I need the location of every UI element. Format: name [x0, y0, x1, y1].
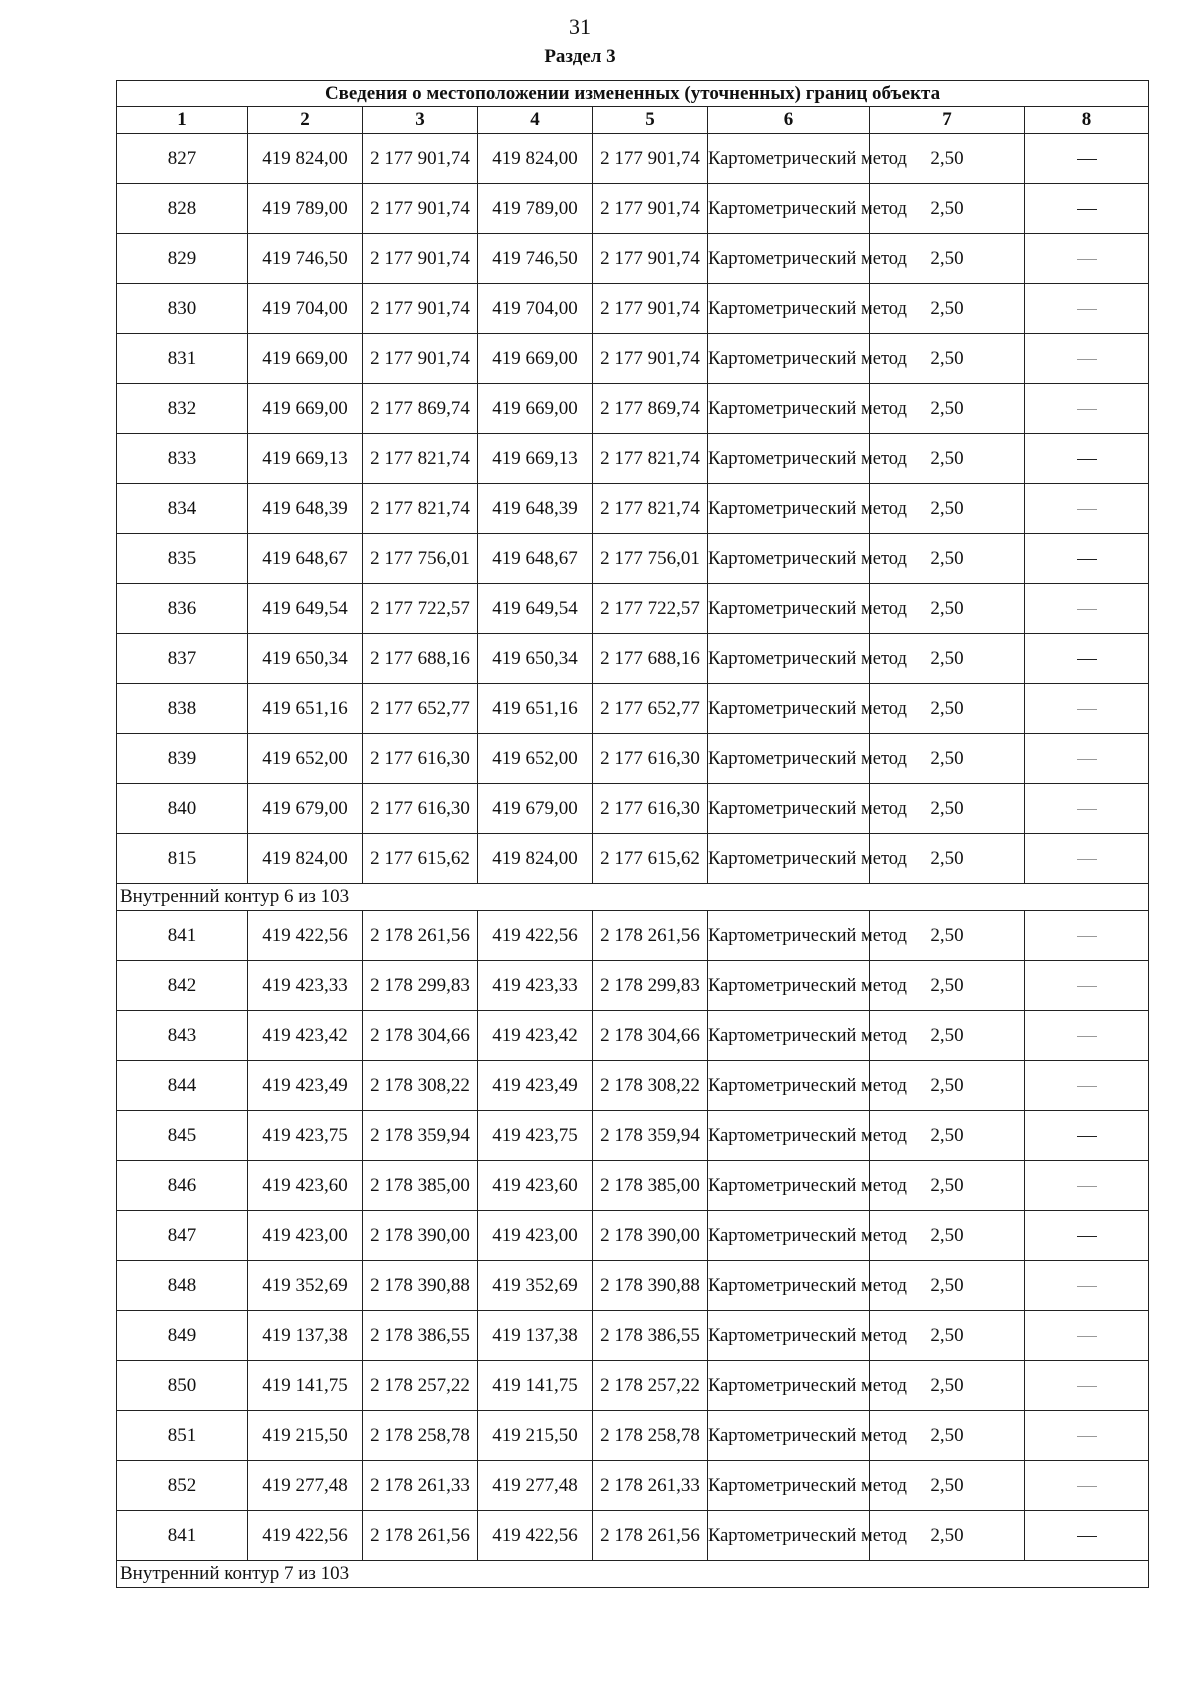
point-number-cell: 831: [117, 334, 248, 384]
new-x-coordinate-cell: 419 704,00: [478, 284, 593, 334]
point-number-cell: 852: [117, 1461, 248, 1511]
contour-row: [117, 884, 1149, 911]
x-coordinate-cell: 419 789,00: [248, 184, 363, 234]
accuracy-cell: 2,50: [870, 1511, 1025, 1561]
method-cell: Картометрический метод: [708, 961, 870, 1011]
column-number: 7: [870, 107, 1025, 134]
method-cell: Картометрический метод: [708, 784, 870, 834]
y-coordinate-cell: 2 178 359,94: [363, 1111, 478, 1161]
y-coordinate-cell: 2 178 308,22: [363, 1061, 478, 1111]
dash-mark: [1077, 609, 1097, 610]
point-number-cell: 836: [117, 584, 248, 634]
new-y-coordinate-cell: 2 178 390,88: [593, 1261, 708, 1311]
table-body: [117, 134, 1149, 1588]
x-coordinate-cell: 419 423,60: [248, 1161, 363, 1211]
table-row: [117, 1211, 1149, 1261]
new-x-coordinate-cell: 419 648,39: [478, 484, 593, 534]
description-cell: [1025, 684, 1149, 734]
new-y-coordinate-cell: 2 177 688,16: [593, 634, 708, 684]
description-cell: [1025, 834, 1149, 884]
table-row: [117, 534, 1149, 584]
description-cell: [1025, 534, 1149, 584]
table-row: [117, 1111, 1149, 1161]
table-row: [117, 1261, 1149, 1311]
method-cell: Картометрический метод: [708, 684, 870, 734]
y-coordinate-cell: 2 177 756,01: [363, 534, 478, 584]
method-cell: Картометрический метод: [708, 834, 870, 884]
x-coordinate-cell: 419 137,38: [248, 1311, 363, 1361]
description-cell: [1025, 1461, 1149, 1511]
accuracy-cell: 2,50: [870, 584, 1025, 634]
description-cell: [1025, 184, 1149, 234]
new-y-coordinate-cell: 2 177 901,74: [593, 284, 708, 334]
dash-mark: [1077, 659, 1097, 660]
dash-mark: [1077, 509, 1097, 510]
x-coordinate-cell: 419 824,00: [248, 134, 363, 184]
x-coordinate-cell: 419 423,33: [248, 961, 363, 1011]
dash-mark: [1077, 1086, 1097, 1087]
y-coordinate-cell: 2 177 869,74: [363, 384, 478, 434]
dash-mark: [1077, 1236, 1097, 1237]
description-cell: [1025, 284, 1149, 334]
accuracy-cell: 2,50: [870, 911, 1025, 961]
method-cell: Картометрический метод: [708, 1261, 870, 1311]
table-row: [117, 134, 1149, 184]
y-coordinate-cell: 2 177 901,74: [363, 284, 478, 334]
dash-mark: [1077, 1436, 1097, 1437]
dash-mark: [1077, 459, 1097, 460]
new-x-coordinate-cell: 419 423,75: [478, 1111, 593, 1161]
new-y-coordinate-cell: 2 177 652,77: [593, 684, 708, 734]
new-y-coordinate-cell: 2 178 385,00: [593, 1161, 708, 1211]
point-number-cell: 843: [117, 1011, 248, 1061]
dash-mark: [1077, 936, 1097, 937]
point-number-cell: 837: [117, 634, 248, 684]
description-cell: [1025, 784, 1149, 834]
point-number-cell: 841: [117, 911, 248, 961]
table-row: [117, 634, 1149, 684]
dash-mark: [1077, 1186, 1097, 1187]
dash-mark: [1077, 1536, 1097, 1537]
accuracy-cell: 2,50: [870, 684, 1025, 734]
table-row: [117, 1461, 1149, 1511]
y-coordinate-cell: 2 177 652,77: [363, 684, 478, 734]
new-y-coordinate-cell: 2 178 359,94: [593, 1111, 708, 1161]
point-number-cell: 840: [117, 784, 248, 834]
dash-mark: [1077, 709, 1097, 710]
y-coordinate-cell: 2 178 386,55: [363, 1311, 478, 1361]
new-y-coordinate-cell: 2 178 261,56: [593, 911, 708, 961]
x-coordinate-cell: 419 704,00: [248, 284, 363, 334]
new-y-coordinate-cell: 2 178 386,55: [593, 1311, 708, 1361]
description-cell: [1025, 911, 1149, 961]
method-cell: Картометрический метод: [708, 1361, 870, 1411]
description-cell: [1025, 584, 1149, 634]
x-coordinate-cell: 419 423,49: [248, 1061, 363, 1111]
column-number: 1: [117, 107, 248, 134]
table-row: [117, 684, 1149, 734]
dash-mark: [1077, 759, 1097, 760]
x-coordinate-cell: 419 652,00: [248, 734, 363, 784]
point-number-cell: 842: [117, 961, 248, 1011]
accuracy-cell: 2,50: [870, 1461, 1025, 1511]
x-coordinate-cell: 419 352,69: [248, 1261, 363, 1311]
x-coordinate-cell: 419 423,75: [248, 1111, 363, 1161]
method-cell: Картометрический метод: [708, 234, 870, 284]
x-coordinate-cell: 419 423,00: [248, 1211, 363, 1261]
point-number-cell: 839: [117, 734, 248, 784]
x-coordinate-cell: 419 746,50: [248, 234, 363, 284]
method-cell: Картометрический метод: [708, 1061, 870, 1111]
accuracy-cell: 2,50: [870, 434, 1025, 484]
new-y-coordinate-cell: 2 177 616,30: [593, 734, 708, 784]
point-number-cell: 829: [117, 234, 248, 284]
point-number-cell: 845: [117, 1111, 248, 1161]
new-y-coordinate-cell: 2 177 901,74: [593, 184, 708, 234]
description-cell: [1025, 1061, 1149, 1111]
new-y-coordinate-cell: 2 178 390,00: [593, 1211, 708, 1261]
y-coordinate-cell: 2 177 616,30: [363, 734, 478, 784]
accuracy-cell: 2,50: [870, 1211, 1025, 1261]
y-coordinate-cell: 2 178 261,56: [363, 911, 478, 961]
method-cell: Картометрический метод: [708, 734, 870, 784]
description-cell: [1025, 1511, 1149, 1561]
column-number: 3: [363, 107, 478, 134]
method-cell: Картометрический метод: [708, 384, 870, 434]
x-coordinate-cell: 419 423,42: [248, 1011, 363, 1061]
table-row: [117, 234, 1149, 284]
y-coordinate-cell: 2 178 257,22: [363, 1361, 478, 1411]
point-number-cell: 832: [117, 384, 248, 434]
new-y-coordinate-cell: 2 177 901,74: [593, 234, 708, 284]
new-x-coordinate-cell: 419 652,00: [478, 734, 593, 784]
table-row: [117, 911, 1149, 961]
accuracy-cell: 2,50: [870, 1261, 1025, 1311]
accuracy-cell: 2,50: [870, 534, 1025, 584]
column-number: 4: [478, 107, 593, 134]
new-x-coordinate-cell: 419 746,50: [478, 234, 593, 284]
method-cell: Картометрический метод: [708, 434, 870, 484]
point-number-cell: 835: [117, 534, 248, 584]
new-x-coordinate-cell: 419 422,56: [478, 911, 593, 961]
method-cell: Картометрический метод: [708, 1211, 870, 1261]
new-y-coordinate-cell: 2 177 821,74: [593, 484, 708, 534]
x-coordinate-cell: 419 669,13: [248, 434, 363, 484]
dash-mark: [1077, 1386, 1097, 1387]
y-coordinate-cell: 2 178 299,83: [363, 961, 478, 1011]
y-coordinate-cell: 2 178 304,66: [363, 1011, 478, 1061]
point-number-cell: 828: [117, 184, 248, 234]
new-x-coordinate-cell: 419 423,42: [478, 1011, 593, 1061]
point-number-cell: 833: [117, 434, 248, 484]
x-coordinate-cell: 419 277,48: [248, 1461, 363, 1511]
contour-label: Внутренний контур 7 из 103: [117, 1561, 1149, 1588]
description-cell: [1025, 1211, 1149, 1261]
table-row: [117, 834, 1149, 884]
x-coordinate-cell: 419 648,39: [248, 484, 363, 534]
y-coordinate-cell: 2 178 390,88: [363, 1261, 478, 1311]
new-y-coordinate-cell: 2 178 308,22: [593, 1061, 708, 1111]
point-number-cell: 850: [117, 1361, 248, 1411]
y-coordinate-cell: 2 177 722,57: [363, 584, 478, 634]
accuracy-cell: 2,50: [870, 834, 1025, 884]
table-row: [117, 284, 1149, 334]
description-cell: [1025, 234, 1149, 284]
y-coordinate-cell: 2 178 258,78: [363, 1411, 478, 1461]
y-coordinate-cell: 2 177 901,74: [363, 334, 478, 384]
accuracy-cell: 2,50: [870, 184, 1025, 234]
method-cell: Картометрический метод: [708, 334, 870, 384]
new-y-coordinate-cell: 2 177 901,74: [593, 134, 708, 184]
y-coordinate-cell: 2 178 261,56: [363, 1511, 478, 1561]
table-row: [117, 1511, 1149, 1561]
dash-mark: [1077, 1286, 1097, 1287]
description-cell: [1025, 1411, 1149, 1461]
new-y-coordinate-cell: 2 177 901,74: [593, 334, 708, 384]
new-y-coordinate-cell: 2 178 257,22: [593, 1361, 708, 1411]
dash-mark: [1077, 209, 1097, 210]
new-y-coordinate-cell: 2 177 821,74: [593, 434, 708, 484]
accuracy-cell: 2,50: [870, 484, 1025, 534]
method-cell: Картометрический метод: [708, 584, 870, 634]
column-number-row: [117, 107, 1149, 134]
description-cell: [1025, 1361, 1149, 1411]
point-number-cell: 841: [117, 1511, 248, 1561]
point-number-cell: 851: [117, 1411, 248, 1461]
dash-mark: [1077, 1036, 1097, 1037]
method-cell: Картометрический метод: [708, 1161, 870, 1211]
new-x-coordinate-cell: 419 651,16: [478, 684, 593, 734]
description-cell: [1025, 484, 1149, 534]
description-cell: [1025, 634, 1149, 684]
description-cell: [1025, 1111, 1149, 1161]
new-x-coordinate-cell: 419 423,60: [478, 1161, 593, 1211]
table-row: [117, 1011, 1149, 1061]
y-coordinate-cell: 2 177 616,30: [363, 784, 478, 834]
new-x-coordinate-cell: 419 422,56: [478, 1511, 593, 1561]
y-coordinate-cell: 2 178 261,33: [363, 1461, 478, 1511]
table-row: [117, 784, 1149, 834]
dash-mark: [1077, 309, 1097, 310]
description-cell: [1025, 1261, 1149, 1311]
description-cell: [1025, 1311, 1149, 1361]
method-cell: Картометрический метод: [708, 1311, 870, 1361]
table-row: [117, 1361, 1149, 1411]
description-cell: [1025, 134, 1149, 184]
table-row: [117, 484, 1149, 534]
description-cell: [1025, 334, 1149, 384]
new-y-coordinate-cell: 2 177 869,74: [593, 384, 708, 434]
dash-mark: [1077, 809, 1097, 810]
accuracy-cell: 2,50: [870, 1411, 1025, 1461]
accuracy-cell: 2,50: [870, 634, 1025, 684]
point-number-cell: 830: [117, 284, 248, 334]
table-caption-row: [117, 81, 1149, 107]
y-coordinate-cell: 2 177 821,74: [363, 484, 478, 534]
table-row: [117, 384, 1149, 434]
dash-mark: [1077, 409, 1097, 410]
new-x-coordinate-cell: 419 141,75: [478, 1361, 593, 1411]
method-cell: Картометрический метод: [708, 284, 870, 334]
new-y-coordinate-cell: 2 177 615,62: [593, 834, 708, 884]
accuracy-cell: 2,50: [870, 961, 1025, 1011]
new-x-coordinate-cell: 419 215,50: [478, 1411, 593, 1461]
dash-mark: [1077, 159, 1097, 160]
method-cell: Картометрический метод: [708, 184, 870, 234]
method-cell: Картометрический метод: [708, 1411, 870, 1461]
dash-mark: [1077, 559, 1097, 560]
new-x-coordinate-cell: 419 648,67: [478, 534, 593, 584]
x-coordinate-cell: 419 679,00: [248, 784, 363, 834]
point-number-cell: 844: [117, 1061, 248, 1111]
method-cell: Картометрический метод: [708, 484, 870, 534]
x-coordinate-cell: 419 215,50: [248, 1411, 363, 1461]
x-coordinate-cell: 419 422,56: [248, 1511, 363, 1561]
new-x-coordinate-cell: 419 352,69: [478, 1261, 593, 1311]
method-cell: Картометрический метод: [708, 634, 870, 684]
column-number: 2: [248, 107, 363, 134]
accuracy-cell: 2,50: [870, 784, 1025, 834]
contour-label: Внутренний контур 6 из 103: [117, 884, 1149, 911]
contour-row: [117, 1561, 1149, 1588]
table-row: [117, 1161, 1149, 1211]
point-number-cell: 848: [117, 1261, 248, 1311]
new-x-coordinate-cell: 419 679,00: [478, 784, 593, 834]
dash-mark: [1077, 1136, 1097, 1137]
new-x-coordinate-cell: 419 669,13: [478, 434, 593, 484]
method-cell: Картометрический метод: [708, 1011, 870, 1061]
new-x-coordinate-cell: 419 423,00: [478, 1211, 593, 1261]
table-row: [117, 961, 1149, 1011]
x-coordinate-cell: 419 669,00: [248, 384, 363, 434]
y-coordinate-cell: 2 177 821,74: [363, 434, 478, 484]
description-cell: [1025, 1011, 1149, 1061]
table-row: [117, 734, 1149, 784]
new-x-coordinate-cell: 419 277,48: [478, 1461, 593, 1511]
accuracy-cell: 2,50: [870, 234, 1025, 284]
point-number-cell: 815: [117, 834, 248, 884]
method-cell: Картометрический метод: [708, 911, 870, 961]
accuracy-cell: 2,50: [870, 1011, 1025, 1061]
new-x-coordinate-cell: 419 650,34: [478, 634, 593, 684]
dash-mark: [1077, 259, 1097, 260]
new-x-coordinate-cell: 419 789,00: [478, 184, 593, 234]
x-coordinate-cell: 419 649,54: [248, 584, 363, 634]
column-number: 8: [1025, 107, 1149, 134]
table-caption: Сведения о местоположении измененных (уточненных) границ объекта: [117, 81, 1149, 107]
y-coordinate-cell: 2 178 390,00: [363, 1211, 478, 1261]
accuracy-cell: 2,50: [870, 1361, 1025, 1411]
accuracy-cell: 2,50: [870, 1111, 1025, 1161]
method-cell: Картометрический метод: [708, 1111, 870, 1161]
accuracy-cell: 2,50: [870, 1161, 1025, 1211]
y-coordinate-cell: 2 177 615,62: [363, 834, 478, 884]
point-number-cell: 827: [117, 134, 248, 184]
accuracy-cell: 2,50: [870, 384, 1025, 434]
column-number: 6: [708, 107, 870, 134]
new-x-coordinate-cell: 419 824,00: [478, 834, 593, 884]
table-row: [117, 1411, 1149, 1461]
page-number: 31: [569, 14, 591, 39]
coordinates-table: [116, 80, 1149, 1588]
accuracy-cell: 2,50: [870, 284, 1025, 334]
y-coordinate-cell: 2 178 385,00: [363, 1161, 478, 1211]
new-x-coordinate-cell: 419 423,49: [478, 1061, 593, 1111]
dash-mark: [1077, 859, 1097, 860]
dash-mark: [1077, 1486, 1097, 1487]
x-coordinate-cell: 419 141,75: [248, 1361, 363, 1411]
x-coordinate-cell: 419 824,00: [248, 834, 363, 884]
dash-mark: [1077, 1336, 1097, 1337]
accuracy-cell: 2,50: [870, 134, 1025, 184]
new-y-coordinate-cell: 2 178 261,33: [593, 1461, 708, 1511]
dash-mark: [1077, 986, 1097, 987]
accuracy-cell: 2,50: [870, 1061, 1025, 1111]
table-row: [117, 1061, 1149, 1111]
point-number-cell: 846: [117, 1161, 248, 1211]
method-cell: Картометрический метод: [708, 1511, 870, 1561]
point-number-cell: 849: [117, 1311, 248, 1361]
new-x-coordinate-cell: 419 649,54: [478, 584, 593, 634]
new-y-coordinate-cell: 2 177 616,30: [593, 784, 708, 834]
table-row: [117, 434, 1149, 484]
table-row: [117, 1311, 1149, 1361]
description-cell: [1025, 961, 1149, 1011]
x-coordinate-cell: 419 669,00: [248, 334, 363, 384]
description-cell: [1025, 434, 1149, 484]
new-x-coordinate-cell: 419 423,33: [478, 961, 593, 1011]
new-x-coordinate-cell: 419 824,00: [478, 134, 593, 184]
x-coordinate-cell: 419 422,56: [248, 911, 363, 961]
new-x-coordinate-cell: 419 669,00: [478, 334, 593, 384]
y-coordinate-cell: 2 177 901,74: [363, 134, 478, 184]
table-row: [117, 334, 1149, 384]
x-coordinate-cell: 419 650,34: [248, 634, 363, 684]
accuracy-cell: 2,50: [870, 334, 1025, 384]
column-number: 5: [593, 107, 708, 134]
new-x-coordinate-cell: 419 137,38: [478, 1311, 593, 1361]
new-y-coordinate-cell: 2 178 304,66: [593, 1011, 708, 1061]
y-coordinate-cell: 2 177 901,74: [363, 184, 478, 234]
x-coordinate-cell: 419 648,67: [248, 534, 363, 584]
method-cell: Картометрический метод: [708, 1461, 870, 1511]
point-number-cell: 847: [117, 1211, 248, 1261]
description-cell: [1025, 384, 1149, 434]
dash-mark: [1077, 359, 1097, 360]
new-y-coordinate-cell: 2 178 261,56: [593, 1511, 708, 1561]
new-x-coordinate-cell: 419 669,00: [478, 384, 593, 434]
section-title: Раздел 3: [544, 46, 616, 67]
description-cell: [1025, 1161, 1149, 1211]
x-coordinate-cell: 419 651,16: [248, 684, 363, 734]
y-coordinate-cell: 2 177 901,74: [363, 234, 478, 284]
accuracy-cell: 2,50: [870, 1311, 1025, 1361]
method-cell: Картометрический метод: [708, 134, 870, 184]
new-y-coordinate-cell: 2 177 722,57: [593, 584, 708, 634]
new-y-coordinate-cell: 2 177 756,01: [593, 534, 708, 584]
y-coordinate-cell: 2 177 688,16: [363, 634, 478, 684]
method-cell: Картометрический метод: [708, 534, 870, 584]
table-row: [117, 184, 1149, 234]
accuracy-cell: 2,50: [870, 734, 1025, 784]
point-number-cell: 838: [117, 684, 248, 734]
table-row: [117, 584, 1149, 634]
point-number-cell: 834: [117, 484, 248, 534]
description-cell: [1025, 734, 1149, 784]
new-y-coordinate-cell: 2 178 299,83: [593, 961, 708, 1011]
new-y-coordinate-cell: 2 178 258,78: [593, 1411, 708, 1461]
